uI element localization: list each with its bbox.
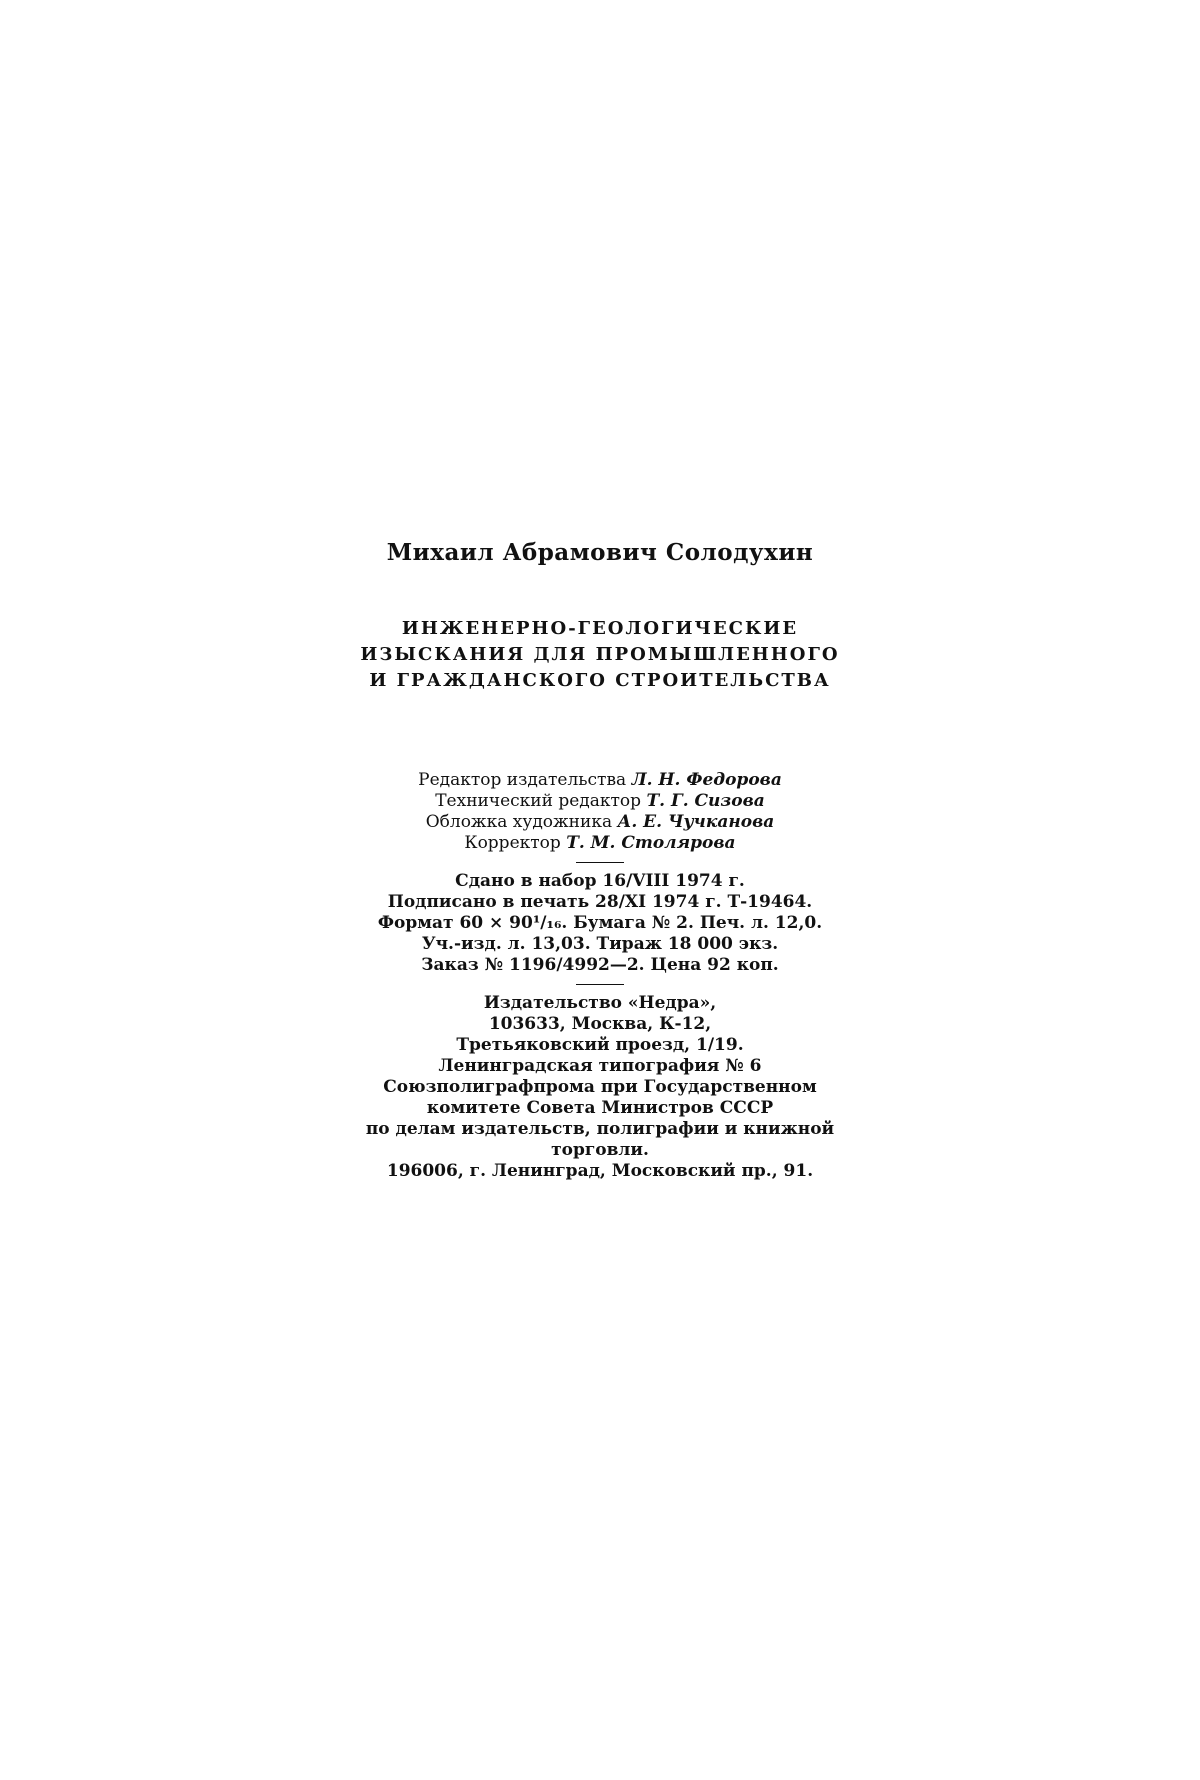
author-name: Михаил Абрамович Солодухин xyxy=(386,539,814,566)
print-info-line: Заказ № 1196/4992—2. Цена 92 коп. xyxy=(421,955,779,975)
credit-role: Обложка художника xyxy=(425,812,613,832)
print-info-line: Подписано в печать 28/XI 1974 г. Т-19464. xyxy=(387,892,813,912)
credit-proofreader xyxy=(0,833,1200,854)
publisher-line: по делам издательств, полиграфии и книжной xyxy=(365,1119,835,1139)
credit-name: Т. Г. Сизова xyxy=(646,791,765,811)
publisher-line: Третьяковский проезд, 1/19. xyxy=(456,1035,744,1055)
publisher-line: Союзполиграфпрома при Государственном xyxy=(383,1077,817,1097)
publisher-line: 196006, г. Ленинград, Московский пр., 91. xyxy=(386,1161,814,1181)
credit-cover-artist xyxy=(0,812,1200,833)
divider xyxy=(576,984,624,985)
print-info-line: Формат 60 × 90¹/₁₆. Бумага № 2. Печ. л. 12,0. xyxy=(377,913,823,933)
publisher-block xyxy=(0,993,1200,1182)
imprint-page xyxy=(0,538,1200,1182)
publisher-line: 103633, Москва, К-12, xyxy=(488,1014,712,1034)
credit-editor xyxy=(0,770,1200,791)
credit-name: Л. Н. Федорова xyxy=(631,770,782,790)
print-info-line: Уч.-изд. л. 13,03. Тираж 18 000 экз. xyxy=(421,934,779,954)
title-line: И ГРАЖДАНСКОГО СТРОИТЕЛЬСТВА xyxy=(369,670,831,691)
print-info-line: Сдано в набор 16/VIII 1974 г. xyxy=(455,871,745,891)
publisher-line: Издательство «Недра», xyxy=(483,993,717,1013)
book-title xyxy=(0,616,1200,694)
title-line: ИЗЫСКАНИЯ ДЛЯ ПРОМЫШЛЕННОГО xyxy=(360,644,840,665)
publisher-line: торговли. xyxy=(551,1140,649,1160)
title-line: ИНЖЕНЕРНО-ГЕОЛОГИЧЕСКИЕ xyxy=(401,618,799,639)
credit-role: Технический редактор xyxy=(435,791,642,811)
publisher-line: комитете Совета Министров СССР xyxy=(426,1098,774,1118)
credit-name: А. Е. Чучканова xyxy=(617,812,775,832)
credit-name: Т. М. Столярова xyxy=(566,833,736,853)
print-info-block xyxy=(0,871,1200,976)
credit-role: Корректор xyxy=(464,833,561,853)
publisher-line: Ленинградская типография № 6 xyxy=(438,1056,762,1076)
credits-block xyxy=(0,770,1200,854)
credit-tech-editor xyxy=(0,791,1200,812)
divider xyxy=(576,862,624,863)
credit-role: Редактор издательства xyxy=(418,770,627,790)
